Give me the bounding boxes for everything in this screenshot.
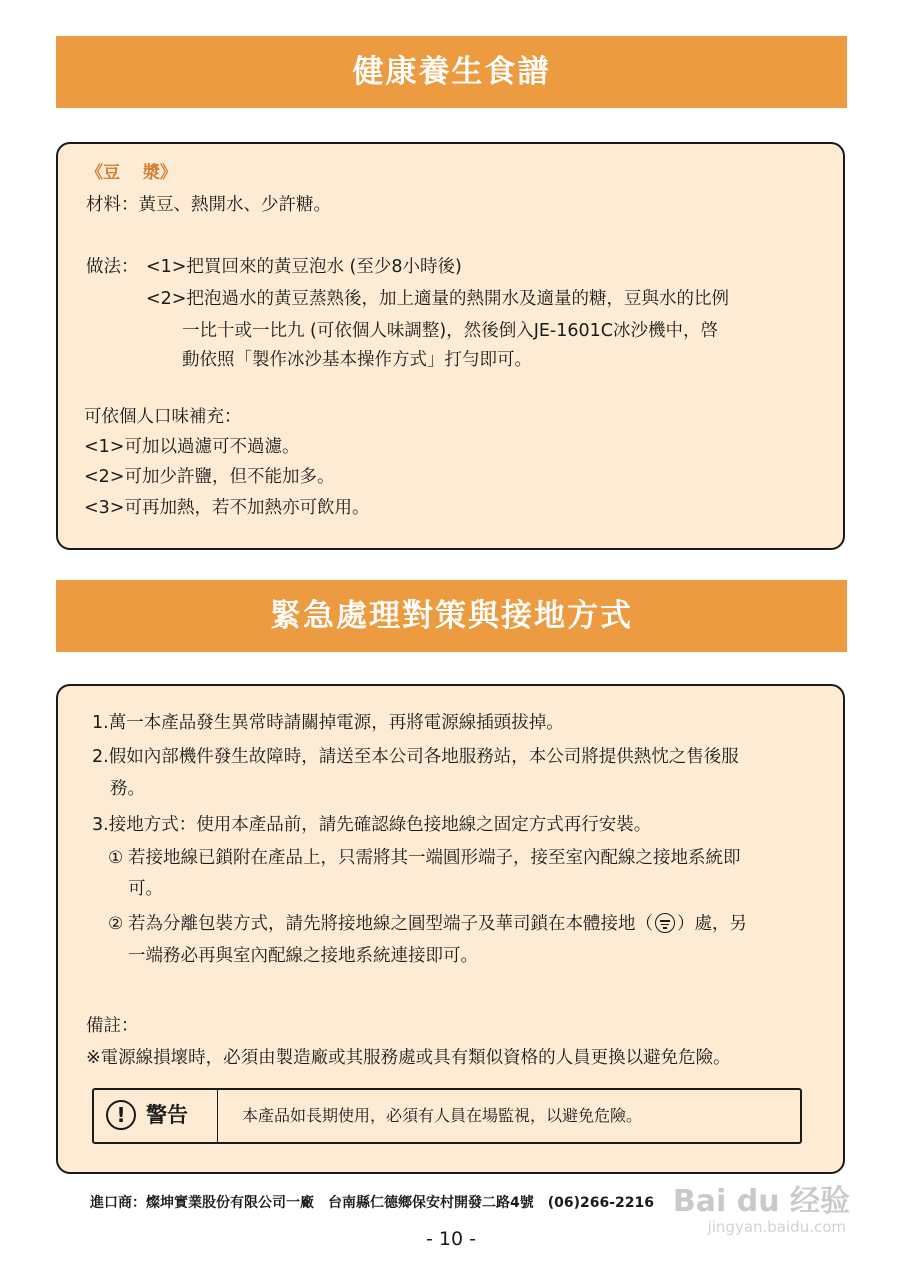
recipe-box bbox=[56, 142, 845, 550]
grounding-sub2-text-a: 若為分離包裝方式，請先將接地線之圓型端子及華司鎖在本體接地（ bbox=[128, 914, 653, 934]
emergency-item-2-line2: 務。 bbox=[110, 779, 145, 799]
supplement-item: <2>可加少許鹽，但不能加多。 bbox=[84, 467, 335, 487]
emergency-item-1: 1.萬一本產品發生異常時請關掉電源，再將電源線插頭拔掉。 bbox=[92, 713, 564, 733]
baidu-watermark-logo: Bai du 经验 bbox=[672, 1184, 850, 1219]
grounding-sub2-line2: 一端務必再與室內配線之接地系統連接即可。 bbox=[128, 946, 478, 966]
warning-box bbox=[92, 1088, 802, 1144]
emergency-item-3: 3.接地方式：使用本產品前，請先確認綠色接地線之固定方式再行安裝。 bbox=[92, 815, 652, 835]
warning-label-cell bbox=[94, 1090, 218, 1142]
emergency-box bbox=[56, 684, 845, 1174]
note-text: ※電源線損壞時，必須由製造廠或其服務處或具有類似資格的人員更換以避免危險。 bbox=[86, 1048, 731, 1068]
circled-number-2: ② bbox=[108, 914, 124, 934]
method-step2-line2: 一比十或一比九 (可依個人味調整)，然後倒入JE-1601C冰沙機中，啓 bbox=[182, 321, 719, 341]
method-step2-line3: 動依照「製作冰沙基本操作方式」打勻即可。 bbox=[182, 350, 532, 370]
importer-info: 進口商：燦坤實業股份有限公司一廠 台南縣仁德鄉保安村開發二路4號 (06)266-2216 bbox=[90, 1195, 655, 1211]
ground-symbol-icon bbox=[655, 913, 675, 933]
note-heading: 備註： bbox=[86, 1016, 139, 1036]
recipe-banner: 健康養生食譜 bbox=[56, 36, 847, 108]
grounding-sub2-text-b: ）處，另 bbox=[677, 914, 747, 934]
page-number: - 10 - bbox=[426, 1228, 476, 1250]
method-prefix: 做法： bbox=[86, 257, 139, 277]
grounding-sub1-line1: 若接地線已鎖附在產品上，只需將其一端圓形端子，接至室內配線之接地系統即 bbox=[128, 848, 741, 868]
baidu-watermark-url: jingyan.baidu.com bbox=[707, 1218, 846, 1236]
method-step2-line1: <2>把泡過水的黃豆蒸熟後，加上適量的熱開水及適量的糖，豆與水的比例 bbox=[146, 289, 729, 309]
grounding-sub1-line2: 可。 bbox=[128, 879, 163, 899]
supplement-heading: 可依個人口味補充： bbox=[84, 407, 242, 427]
recipe-ingredients: 材料：黃豆、熱開水、少許糖。 bbox=[86, 195, 331, 215]
emergency-banner: 緊急處理對策與接地方式 bbox=[56, 580, 847, 652]
emergency-item-2-line1: 2.假如內部機件發生故障時，請送至本公司各地服務站，本公司將提供熱忱之售後服 bbox=[92, 747, 739, 767]
warning-text: 本產品如長期使用，必須有人員在場監視，以避免危險。 bbox=[242, 1106, 643, 1125]
grounding-sub2-line1 bbox=[128, 913, 747, 935]
recipe-name: 《豆 漿》 bbox=[86, 163, 177, 183]
supplement-item: <1>可加以過濾可不過濾。 bbox=[84, 437, 300, 457]
circled-number-1: ① bbox=[108, 848, 124, 868]
warning-label: 警告 bbox=[146, 1103, 188, 1127]
supplement-item: <3>可再加熱，若不加熱亦可飲用。 bbox=[84, 498, 370, 518]
method-step1: <1>把買回來的黃豆泡水 (至少8小時後) bbox=[146, 257, 462, 277]
exclamation-icon: ! bbox=[106, 1100, 136, 1130]
